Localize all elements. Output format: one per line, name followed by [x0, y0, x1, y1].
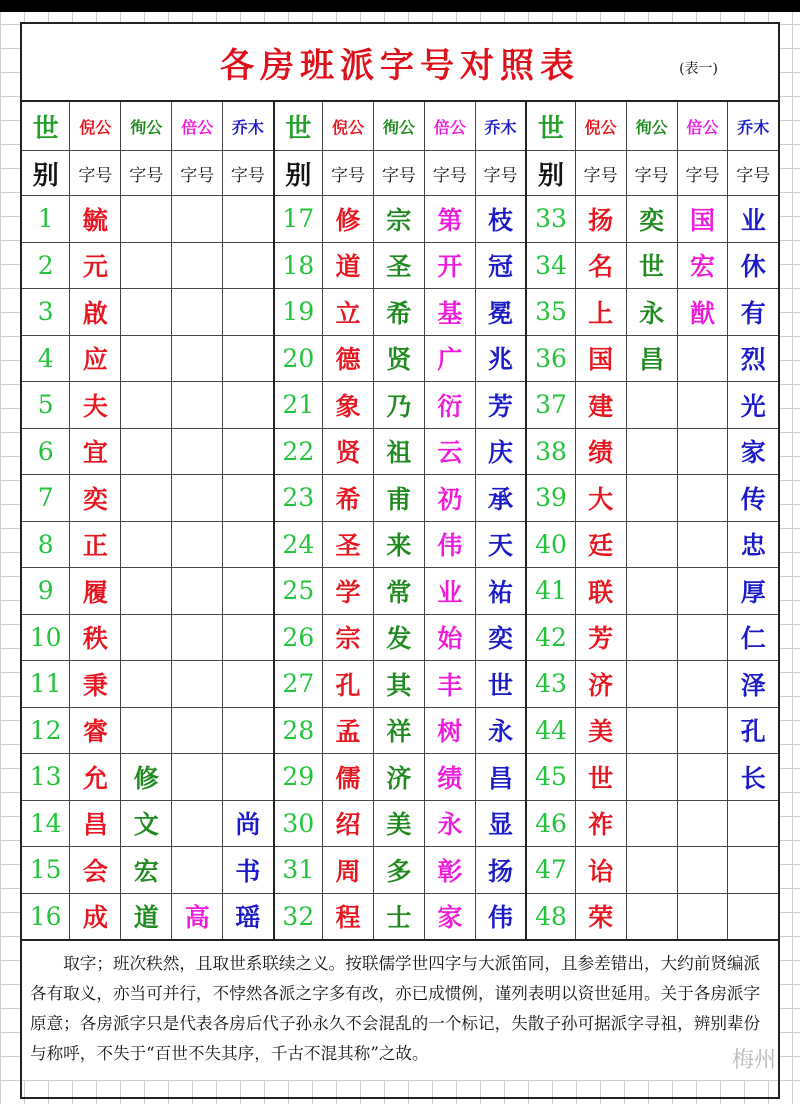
generation-number: 16	[21, 893, 70, 940]
name-char: 衍	[424, 382, 475, 429]
name-char	[626, 475, 677, 522]
name-char	[728, 800, 779, 847]
name-char	[121, 614, 172, 661]
name-char: 传	[728, 475, 779, 522]
table-row	[21, 661, 779, 708]
sub-label: 字号	[223, 151, 274, 196]
table-row	[21, 242, 779, 289]
name-char: 荣	[575, 893, 626, 940]
branch-header: 倍公	[424, 101, 475, 151]
name-char	[626, 754, 677, 801]
name-char: 希	[323, 475, 374, 522]
name-char: 秩	[70, 614, 121, 661]
generation-table	[20, 100, 780, 941]
name-char: 道	[121, 893, 172, 940]
name-char: 奕	[475, 614, 526, 661]
generation-number: 4	[21, 335, 70, 382]
sub-label: 字号	[323, 151, 374, 196]
name-char	[677, 521, 728, 568]
name-char: 孔	[323, 661, 374, 708]
name-char: 永	[626, 289, 677, 336]
name-char	[172, 475, 223, 522]
name-char: 正	[70, 521, 121, 568]
name-char	[677, 800, 728, 847]
name-char	[121, 335, 172, 382]
name-char: 象	[323, 382, 374, 429]
sub-label: 字号	[121, 151, 172, 196]
generation-header-top: 世	[274, 101, 323, 151]
name-char: 甫	[373, 475, 424, 522]
name-char	[677, 568, 728, 615]
name-char: 宏	[121, 847, 172, 894]
name-char	[626, 382, 677, 429]
name-char	[223, 428, 274, 475]
name-char: 伟	[475, 893, 526, 940]
name-char	[172, 614, 223, 661]
sub-label: 字号	[70, 151, 121, 196]
name-char: 天	[475, 521, 526, 568]
name-char: 士	[373, 893, 424, 940]
name-char	[223, 289, 274, 336]
name-char	[677, 475, 728, 522]
name-char: 元	[70, 242, 121, 289]
name-char: 周	[323, 847, 374, 894]
table-row	[21, 382, 779, 429]
name-char: 承	[475, 475, 526, 522]
table-row	[21, 289, 779, 336]
table-row	[21, 754, 779, 801]
name-char: 儒	[323, 754, 374, 801]
generation-number: 17	[274, 196, 323, 243]
name-char: 光	[728, 382, 779, 429]
name-char	[121, 382, 172, 429]
name-char: 礽	[424, 475, 475, 522]
name-char: 冕	[475, 289, 526, 336]
generation-number: 34	[526, 242, 575, 289]
name-char: 树	[424, 707, 475, 754]
sub-label: 字号	[677, 151, 728, 196]
generation-number: 35	[526, 289, 575, 336]
name-char: 绍	[323, 800, 374, 847]
generation-header-bottom: 别	[526, 151, 575, 196]
generation-number: 18	[274, 242, 323, 289]
name-char: 乃	[373, 382, 424, 429]
name-char: 毓	[70, 196, 121, 243]
sub-label: 字号	[373, 151, 424, 196]
name-char: 始	[424, 614, 475, 661]
name-char	[626, 428, 677, 475]
name-char	[172, 847, 223, 894]
table-tag: (表一)	[679, 61, 718, 77]
name-char	[677, 382, 728, 429]
branch-header: 乔木	[728, 101, 779, 151]
name-char: 祐	[475, 568, 526, 615]
generation-number: 2	[21, 242, 70, 289]
name-char: 孟	[323, 707, 374, 754]
table-row	[21, 800, 779, 847]
generation-number: 44	[526, 707, 575, 754]
name-char: 成	[70, 893, 121, 940]
note-text: 取字；班次秩然，且取世系联续之义。按联儒学世四字与大派笛同，且参差错出，大约前贤编派各有取义，亦当可并行，不悖然各派之字多有改，亦已成惯例，谨列表明以资世延用。关于各房派字原意；各房派字只是代表各房后代子孙永久不会混乱的一个标记，失散子孙可据派字寻祖，辨别辈份与称呼，不失于“百世不失其序，千古不混其称”之故。	[30, 954, 761, 1063]
name-char	[223, 335, 274, 382]
name-char	[172, 661, 223, 708]
name-char: 瑶	[223, 893, 274, 940]
generation-number: 5	[21, 382, 70, 429]
generation-number: 21	[274, 382, 323, 429]
watermark-logo: 梅州	[731, 1048, 776, 1073]
name-char: 有	[728, 289, 779, 336]
generation-number: 10	[21, 614, 70, 661]
generation-number: 28	[274, 707, 323, 754]
generation-header-top: 世	[21, 101, 70, 151]
name-char	[223, 196, 274, 243]
name-char: 多	[373, 847, 424, 894]
name-char: 业	[424, 568, 475, 615]
name-char	[626, 707, 677, 754]
name-char: 秉	[70, 661, 121, 708]
name-char	[172, 568, 223, 615]
name-char	[121, 289, 172, 336]
name-char: 扬	[575, 196, 626, 243]
name-char: 贤	[373, 335, 424, 382]
name-char: 昌	[70, 800, 121, 847]
table-row	[21, 475, 779, 522]
name-char	[172, 428, 223, 475]
name-char	[121, 428, 172, 475]
name-char	[626, 800, 677, 847]
name-char: 上	[575, 289, 626, 336]
name-char: 芳	[475, 382, 526, 429]
generation-number: 19	[274, 289, 323, 336]
name-char: 啟	[70, 289, 121, 336]
generation-number: 8	[21, 521, 70, 568]
sub-label: 字号	[626, 151, 677, 196]
generation-number: 3	[21, 289, 70, 336]
name-char	[677, 428, 728, 475]
name-char: 芳	[575, 614, 626, 661]
name-char: 猷	[677, 289, 728, 336]
name-char	[121, 475, 172, 522]
name-char	[223, 475, 274, 522]
branch-header: 倪公	[70, 101, 121, 151]
name-char: 高	[172, 893, 223, 940]
table-row	[21, 196, 779, 243]
name-char: 世	[575, 754, 626, 801]
name-char: 其	[373, 661, 424, 708]
name-char	[172, 521, 223, 568]
sub-label: 字号	[172, 151, 223, 196]
name-char: 云	[424, 428, 475, 475]
branch-header: 乔木	[223, 101, 274, 151]
generation-number: 14	[21, 800, 70, 847]
name-char: 宗	[323, 614, 374, 661]
name-char	[172, 335, 223, 382]
branch-header: 乔木	[475, 101, 526, 151]
name-char: 美	[575, 707, 626, 754]
generation-number: 43	[526, 661, 575, 708]
name-char: 基	[424, 289, 475, 336]
name-char	[172, 800, 223, 847]
name-char: 立	[323, 289, 374, 336]
name-char	[223, 568, 274, 615]
table-row	[21, 521, 779, 568]
generation-number: 31	[274, 847, 323, 894]
name-char	[223, 754, 274, 801]
name-char: 永	[475, 707, 526, 754]
name-char: 修	[323, 196, 374, 243]
name-char: 国	[575, 335, 626, 382]
name-char: 德	[323, 335, 374, 382]
name-char: 程	[323, 893, 374, 940]
name-char: 绩	[575, 428, 626, 475]
name-char	[626, 614, 677, 661]
name-char	[121, 661, 172, 708]
generation-number: 46	[526, 800, 575, 847]
name-char: 开	[424, 242, 475, 289]
name-char: 扬	[475, 847, 526, 894]
name-char: 业	[728, 196, 779, 243]
name-char: 永	[424, 800, 475, 847]
generation-number: 32	[274, 893, 323, 940]
name-char: 广	[424, 335, 475, 382]
branch-header: 徇公	[626, 101, 677, 151]
generation-number: 20	[274, 335, 323, 382]
name-char: 仁	[728, 614, 779, 661]
table-row	[21, 707, 779, 754]
branch-header: 倍公	[172, 101, 223, 151]
generation-number: 12	[21, 707, 70, 754]
page-title: 各房班派字号对照表	[220, 46, 580, 86]
name-char	[121, 707, 172, 754]
name-char	[172, 382, 223, 429]
name-char: 来	[373, 521, 424, 568]
sub-label: 字号	[575, 151, 626, 196]
name-char	[121, 568, 172, 615]
table-row	[21, 428, 779, 475]
top-bar	[0, 0, 800, 12]
name-char: 大	[575, 475, 626, 522]
name-char: 显	[475, 800, 526, 847]
branch-header: 倪公	[575, 101, 626, 151]
generation-header-bottom: 别	[274, 151, 323, 196]
name-char: 修	[121, 754, 172, 801]
name-char: 道	[323, 242, 374, 289]
title-row	[20, 22, 780, 100]
name-char	[677, 754, 728, 801]
name-char	[121, 196, 172, 243]
name-char	[172, 289, 223, 336]
table-row	[21, 614, 779, 661]
name-char: 廷	[575, 521, 626, 568]
name-char: 尚	[223, 800, 274, 847]
name-char: 夫	[70, 382, 121, 429]
name-char	[677, 335, 728, 382]
generation-number: 41	[526, 568, 575, 615]
name-char: 伟	[424, 521, 475, 568]
name-char: 第	[424, 196, 475, 243]
name-char	[728, 893, 779, 940]
name-char: 常	[373, 568, 424, 615]
generation-number: 29	[274, 754, 323, 801]
name-char: 昌	[626, 335, 677, 382]
name-char: 烈	[728, 335, 779, 382]
name-char: 庆	[475, 428, 526, 475]
name-char: 发	[373, 614, 424, 661]
table-row	[21, 568, 779, 615]
sub-label: 字号	[475, 151, 526, 196]
name-char: 学	[323, 568, 374, 615]
name-char: 昌	[475, 754, 526, 801]
name-char: 宏	[677, 242, 728, 289]
name-char	[677, 893, 728, 940]
name-char: 联	[575, 568, 626, 615]
name-char	[677, 614, 728, 661]
name-char	[223, 614, 274, 661]
name-char	[223, 382, 274, 429]
name-char: 厚	[728, 568, 779, 615]
generation-number: 13	[21, 754, 70, 801]
name-char: 世	[626, 242, 677, 289]
name-char	[728, 847, 779, 894]
name-char: 祥	[373, 707, 424, 754]
name-char: 长	[728, 754, 779, 801]
generation-number: 37	[526, 382, 575, 429]
name-char	[626, 568, 677, 615]
generation-number: 25	[274, 568, 323, 615]
name-char: 绩	[424, 754, 475, 801]
name-char: 国	[677, 196, 728, 243]
name-char: 奕	[70, 475, 121, 522]
name-char: 应	[70, 335, 121, 382]
generation-number: 33	[526, 196, 575, 243]
name-char: 丰	[424, 661, 475, 708]
explanation-note	[20, 941, 780, 1099]
name-char: 允	[70, 754, 121, 801]
name-char	[626, 893, 677, 940]
name-char: 会	[70, 847, 121, 894]
generation-number: 6	[21, 428, 70, 475]
generation-number: 40	[526, 521, 575, 568]
sub-label: 字号	[424, 151, 475, 196]
generation-number: 24	[274, 521, 323, 568]
name-char: 冠	[475, 242, 526, 289]
name-char: 建	[575, 382, 626, 429]
generation-number: 30	[274, 800, 323, 847]
table-row	[21, 847, 779, 894]
name-char	[172, 196, 223, 243]
name-char	[121, 242, 172, 289]
sub-label: 字号	[728, 151, 779, 196]
generation-number: 47	[526, 847, 575, 894]
name-char: 诒	[575, 847, 626, 894]
name-char: 书	[223, 847, 274, 894]
name-char	[677, 661, 728, 708]
name-char: 文	[121, 800, 172, 847]
generation-number: 38	[526, 428, 575, 475]
name-char	[626, 661, 677, 708]
name-char: 宜	[70, 428, 121, 475]
name-char: 泽	[728, 661, 779, 708]
name-char: 贤	[323, 428, 374, 475]
name-char	[223, 242, 274, 289]
generation-number: 39	[526, 475, 575, 522]
generation-number: 36	[526, 335, 575, 382]
name-char: 圣	[373, 242, 424, 289]
generation-number: 23	[274, 475, 323, 522]
name-char	[172, 242, 223, 289]
name-char: 世	[475, 661, 526, 708]
generation-number: 26	[274, 614, 323, 661]
generation-number: 42	[526, 614, 575, 661]
name-char: 兆	[475, 335, 526, 382]
generation-header-bottom: 别	[21, 151, 70, 196]
generation-header-top: 世	[526, 101, 575, 151]
name-char	[626, 521, 677, 568]
branch-header: 徇公	[121, 101, 172, 151]
name-char: 彰	[424, 847, 475, 894]
document-sheet	[20, 22, 780, 1080]
generation-number: 11	[21, 661, 70, 708]
branch-header: 倍公	[677, 101, 728, 151]
name-char: 圣	[323, 521, 374, 568]
name-char	[223, 707, 274, 754]
branch-header: 徇公	[373, 101, 424, 151]
name-char: 美	[373, 800, 424, 847]
generation-number: 22	[274, 428, 323, 475]
table-row	[21, 335, 779, 382]
name-char	[223, 661, 274, 708]
name-char: 祖	[373, 428, 424, 475]
name-char: 名	[575, 242, 626, 289]
table-row	[21, 893, 779, 940]
name-char: 家	[728, 428, 779, 475]
generation-number: 45	[526, 754, 575, 801]
name-char: 希	[373, 289, 424, 336]
branch-header: 倪公	[323, 101, 374, 151]
name-char	[121, 521, 172, 568]
name-char	[172, 754, 223, 801]
generation-number: 15	[21, 847, 70, 894]
name-char	[677, 847, 728, 894]
generation-number: 9	[21, 568, 70, 615]
name-char: 宗	[373, 196, 424, 243]
name-char: 祚	[575, 800, 626, 847]
name-char: 济	[373, 754, 424, 801]
name-char: 枝	[475, 196, 526, 243]
name-char: 济	[575, 661, 626, 708]
name-char: 睿	[70, 707, 121, 754]
generation-number: 48	[526, 893, 575, 940]
name-char	[172, 707, 223, 754]
generation-number: 27	[274, 661, 323, 708]
generation-number: 1	[21, 196, 70, 243]
generation-number: 7	[21, 475, 70, 522]
name-char: 家	[424, 893, 475, 940]
name-char: 履	[70, 568, 121, 615]
name-char	[626, 847, 677, 894]
name-char: 孔	[728, 707, 779, 754]
name-char: 忠	[728, 521, 779, 568]
name-char: 休	[728, 242, 779, 289]
name-char	[677, 707, 728, 754]
name-char: 奕	[626, 196, 677, 243]
name-char	[223, 521, 274, 568]
